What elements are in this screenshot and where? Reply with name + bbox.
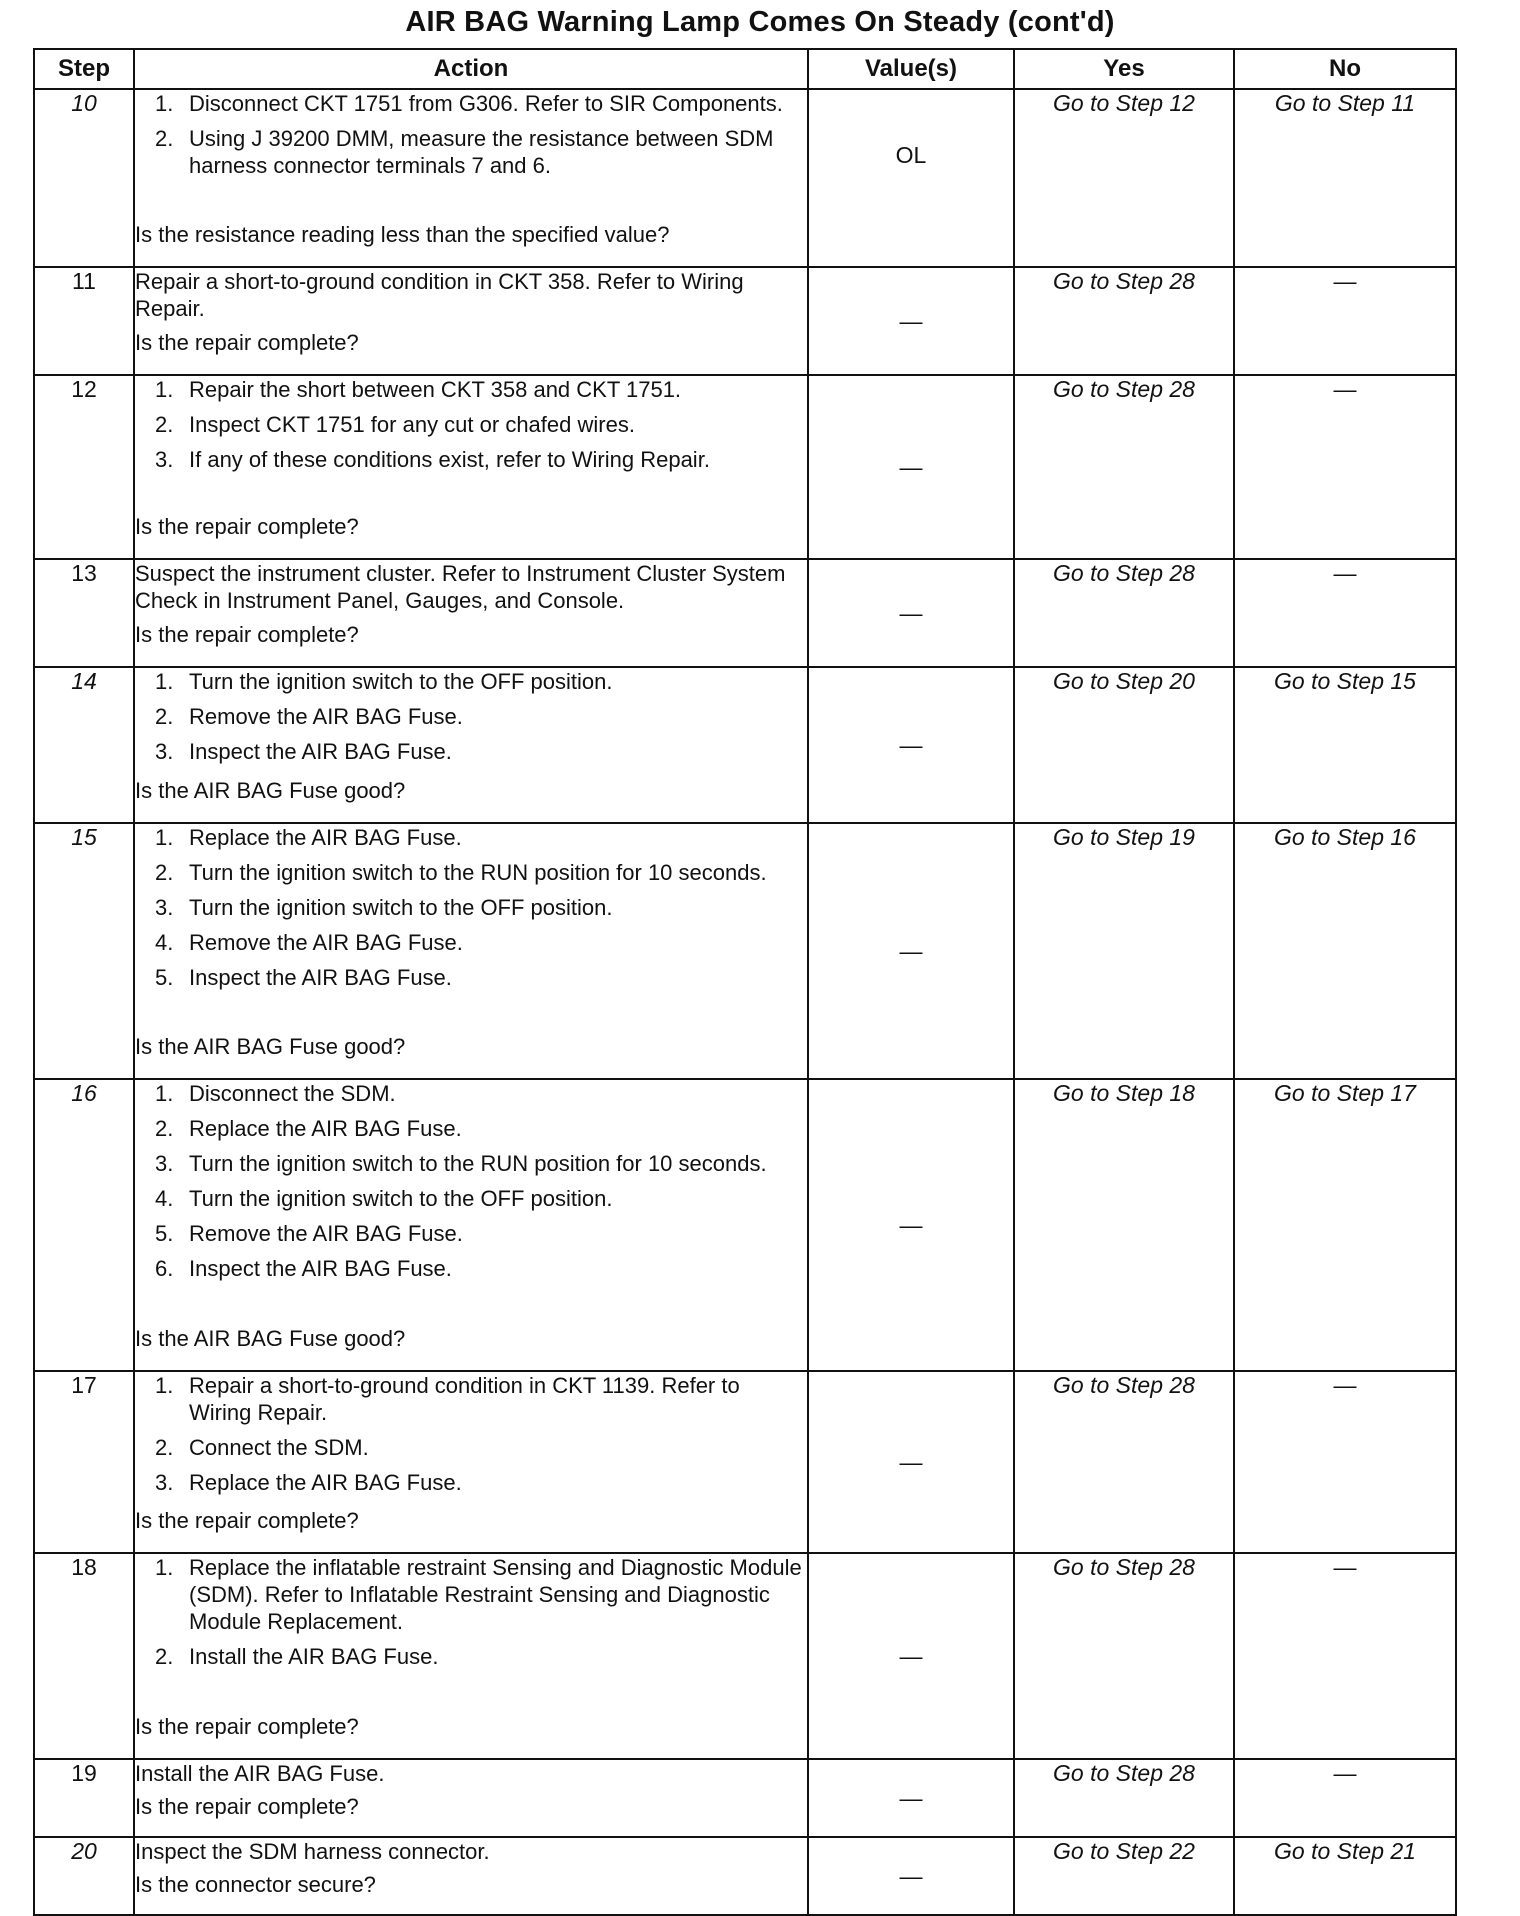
- text-segment: .: [321, 1400, 328, 1425]
- text-segment: Install the AIR BAG Fuse.: [135, 1761, 385, 1786]
- action-cell: [134, 375, 808, 559]
- no-result: Go to Step 17: [1234, 1079, 1456, 1371]
- text-segment: Turn the ignition switch to the OFF position.: [189, 895, 613, 920]
- action-instruction: [135, 268, 807, 322]
- text-segment: Replace the inflatable restraint Sensing and Diagnostic Module (SDM). Refer to: [189, 1555, 802, 1607]
- value-text: —: [899, 453, 923, 480]
- no-result: —: [1234, 559, 1456, 667]
- step-index: 1.: [155, 825, 174, 850]
- step-index: 2.: [155, 860, 174, 885]
- text-segment: Remove the AIR BAG Fuse.: [189, 1221, 463, 1246]
- reference-link-text: Inflatable Restraint Sensing and Diagnostic Module Replacement: [189, 1582, 770, 1634]
- action-cell: [134, 89, 808, 267]
- step-number: 12: [34, 375, 134, 559]
- action-content: [135, 1838, 807, 1896]
- step-index: 4.: [155, 930, 174, 955]
- value-text: —: [899, 1211, 923, 1238]
- action-step-list: [135, 376, 807, 481]
- text-segment: .: [396, 1609, 404, 1634]
- action-content: [135, 824, 807, 1060]
- table-body: [34, 89, 1456, 1915]
- value-cell: [808, 1079, 1014, 1371]
- action-step-list: [135, 668, 807, 773]
- text-segment: Turn the ignition switch to the RUN position for 10 seconds.: [189, 860, 767, 885]
- action-content: [135, 560, 807, 648]
- yes-result: Go to Step 18: [1014, 1079, 1234, 1371]
- step-index: 2.: [155, 1116, 174, 1141]
- yes-result: Go to Step 28: [1014, 1371, 1234, 1553]
- yes-result: Go to Step 28: [1014, 559, 1234, 667]
- action-cell: [134, 667, 808, 823]
- value-text: —: [899, 1784, 923, 1811]
- yes-result: Go to Step 22: [1014, 1837, 1234, 1915]
- step-number: 10: [34, 89, 134, 267]
- value-cell: [808, 89, 1014, 267]
- step-index: 5.: [155, 1221, 174, 1246]
- action-step: [155, 1220, 807, 1247]
- step-number: 13: [34, 559, 134, 667]
- header-no: No: [1234, 49, 1456, 89]
- action-step: [155, 668, 807, 695]
- value-cell: [808, 1371, 1014, 1553]
- header-yes: Yes: [1014, 49, 1234, 89]
- action-step: [155, 1643, 807, 1670]
- step-number: 14: [34, 667, 134, 823]
- step-index: 1.: [155, 377, 174, 402]
- action-step: [155, 446, 807, 473]
- action-step-list: [135, 1372, 807, 1504]
- text-segment: Inspect the AIR BAG Fuse.: [189, 965, 452, 990]
- text-segment: Connect the SDM.: [189, 1435, 369, 1460]
- step-number: 11: [34, 267, 134, 375]
- value-text: OL: [895, 142, 927, 168]
- text-segment: Replace the AIR BAG Fuse.: [189, 825, 462, 850]
- step-number: 20: [34, 1837, 134, 1915]
- text-segment: .: [703, 447, 710, 472]
- action-question: Is the AIR BAG Fuse good?: [135, 1034, 406, 1059]
- step-index: 1.: [155, 91, 174, 116]
- no-result: Go to Step 15: [1234, 667, 1456, 823]
- table-row: [34, 667, 1456, 823]
- table-row: [34, 375, 1456, 559]
- value-text: —: [899, 1642, 923, 1669]
- table-row: [34, 267, 1456, 375]
- value-cell: [808, 375, 1014, 559]
- action-content: [135, 1372, 807, 1534]
- yes-result: Go to Step 12: [1014, 89, 1234, 267]
- action-step: [155, 90, 807, 117]
- step-index: 5.: [155, 965, 174, 990]
- action-step: [155, 703, 807, 730]
- no-result: —: [1234, 375, 1456, 559]
- action-question: Is the repair complete?: [135, 514, 359, 539]
- action-step-list: [135, 824, 807, 999]
- action-step: [155, 1554, 807, 1635]
- yes-result: Go to Step 28: [1014, 1553, 1234, 1759]
- no-result: —: [1234, 1371, 1456, 1553]
- value-text: —: [899, 307, 923, 334]
- text-segment: Repair a short-to-ground condition in CKT 358. Refer to: [135, 269, 682, 294]
- action-step: [155, 1150, 807, 1177]
- value-text: —: [899, 1862, 923, 1889]
- action-question: Is the AIR BAG Fuse good?: [135, 778, 406, 803]
- action-cell: [134, 1837, 808, 1915]
- step-index: 2.: [155, 1644, 174, 1669]
- action-question: Is the resistance reading less than the specified value?: [135, 222, 670, 247]
- action-step: [155, 824, 807, 851]
- action-step: [155, 964, 807, 991]
- step-index: 2.: [155, 126, 174, 151]
- no-result: —: [1234, 1553, 1456, 1759]
- action-content: [135, 668, 807, 804]
- text-segment: Replace the AIR BAG Fuse.: [189, 1116, 462, 1141]
- action-content: [135, 1760, 807, 1818]
- step-index: 3.: [155, 1151, 174, 1176]
- table-row: [34, 1371, 1456, 1553]
- step-index: 1.: [155, 1373, 174, 1398]
- reference-link-text: J 39200: [251, 126, 330, 151]
- text-segment: Repair a short-to-ground condition in CKT 1139. Refer to: [189, 1373, 740, 1398]
- action-question: Is the repair complete?: [135, 622, 359, 647]
- text-segment: Suspect the instrument cluster. Refer to: [135, 561, 527, 586]
- reference-link-text: Wiring Repair: [189, 1400, 322, 1425]
- action-step: [155, 1434, 807, 1461]
- text-segment: Turn the ignition switch to the OFF position.: [189, 1186, 613, 1211]
- step-index: 3.: [155, 447, 174, 472]
- step-index: 2.: [155, 1435, 174, 1460]
- table-row: [34, 1759, 1456, 1837]
- table-header-row: [34, 49, 1456, 89]
- no-result: Go to Step 21: [1234, 1837, 1456, 1915]
- step-index: 3.: [155, 1470, 174, 1495]
- text-segment: If any of these conditions exist, refer to: [189, 447, 572, 472]
- value-cell: [808, 823, 1014, 1079]
- action-content: [135, 1080, 807, 1352]
- value-cell: [808, 559, 1014, 667]
- action-step-list: [135, 90, 807, 187]
- step-number: 16: [34, 1079, 134, 1371]
- action-cell: [134, 559, 808, 667]
- step-number: 15: [34, 823, 134, 1079]
- step-index: 2.: [155, 704, 174, 729]
- action-step-list: [135, 1080, 807, 1290]
- text-segment: Remove the AIR BAG Fuse.: [189, 930, 463, 955]
- value-cell: [808, 1553, 1014, 1759]
- action-step: [155, 1372, 807, 1426]
- text-segment: Inspect the AIR BAG Fuse.: [189, 739, 452, 764]
- action-cell: [134, 1759, 808, 1837]
- action-question: Is the connector secure?: [135, 1872, 376, 1897]
- action-instruction: [135, 560, 807, 614]
- text-segment: Inspect CKT 1751 for any cut or chafed wires.: [189, 412, 635, 437]
- action-cell: [134, 1079, 808, 1371]
- text-segment: Replace the AIR BAG Fuse.: [189, 1470, 462, 1495]
- action-step: [155, 1115, 807, 1142]
- table-row: [34, 559, 1456, 667]
- action-step: [155, 929, 807, 956]
- text-segment: .: [198, 296, 205, 321]
- yes-result: Go to Step 20: [1014, 667, 1234, 823]
- action-question: Is the repair complete?: [135, 330, 359, 355]
- step-index: 6.: [155, 1256, 174, 1281]
- action-step: [155, 1080, 807, 1107]
- action-step: [155, 125, 807, 179]
- action-content: [135, 1554, 807, 1740]
- text-segment: Disconnect the SDM.: [189, 1081, 396, 1106]
- text-segment: Install the AIR BAG Fuse.: [189, 1644, 439, 1669]
- action-question: Is the repair complete?: [135, 1714, 359, 1739]
- page-title: AIR BAG Warning Lamp Comes On Steady (cont'd): [405, 6, 1115, 38]
- action-instruction: [135, 1838, 807, 1865]
- action-step: [155, 376, 807, 403]
- value-text: —: [899, 1448, 923, 1475]
- action-question: Is the AIR BAG Fuse good?: [135, 1326, 406, 1351]
- reference-link-text: Wiring Repair: [135, 269, 744, 321]
- action-step: [155, 1469, 807, 1496]
- header-action: Action: [134, 49, 808, 89]
- step-index: 3.: [155, 895, 174, 920]
- no-result: —: [1234, 267, 1456, 375]
- text-segment: Inspect the AIR BAG Fuse.: [189, 1256, 452, 1281]
- step-number: 17: [34, 1371, 134, 1553]
- value-cell: [808, 667, 1014, 823]
- text-segment: Remove the AIR BAG Fuse.: [189, 704, 463, 729]
- table-row: [34, 1553, 1456, 1759]
- value-text: —: [899, 731, 923, 758]
- action-question: Is the repair complete?: [135, 1794, 359, 1819]
- action-step: [155, 1255, 807, 1282]
- yes-result: Go to Step 28: [1014, 1759, 1234, 1837]
- text-segment: Inspect the SDM harness connector.: [135, 1839, 490, 1864]
- diagnostic-table: [33, 48, 1457, 1916]
- value-cell: [808, 267, 1014, 375]
- reference-link-text: Wiring Repair: [571, 447, 704, 472]
- action-question: Is the repair complete?: [135, 1508, 359, 1533]
- table-row: [34, 1079, 1456, 1371]
- step-index: 4.: [155, 1186, 174, 1211]
- value-cell: [808, 1759, 1014, 1837]
- no-result: Go to Step 16: [1234, 823, 1456, 1079]
- yes-result: Go to Step 28: [1014, 267, 1234, 375]
- table-row: [34, 89, 1456, 267]
- action-step-list: [135, 1554, 807, 1678]
- reference-link-text: SIR Components: [609, 91, 777, 116]
- step-number: 18: [34, 1553, 134, 1759]
- no-result: Go to Step 11: [1234, 89, 1456, 267]
- text-segment: in Instrument Panel, Gauges, and Console.: [197, 588, 625, 613]
- action-content: [135, 268, 807, 356]
- table-row: [34, 823, 1456, 1079]
- text-segment: Turn the ignition switch to the RUN position for 10 seconds.: [189, 1151, 767, 1176]
- value-cell: [808, 1837, 1014, 1915]
- step-index: 1.: [155, 1555, 174, 1580]
- step-index: 3.: [155, 739, 174, 764]
- reference-link-text: Instrument Cluster System Check: [135, 561, 786, 613]
- value-text: —: [899, 937, 923, 964]
- action-step: [155, 1185, 807, 1212]
- step-number: 19: [34, 1759, 134, 1837]
- text-segment: Disconnect CKT 1751 from G306. Refer to: [189, 91, 610, 116]
- no-result: —: [1234, 1759, 1456, 1837]
- table-row: [34, 1837, 1456, 1915]
- action-cell: [134, 823, 808, 1079]
- text-segment: .: [776, 91, 783, 116]
- action-step: [155, 738, 807, 765]
- header-values: Value(s): [808, 49, 1014, 89]
- action-step: [155, 894, 807, 921]
- step-index: 2.: [155, 412, 174, 437]
- header-step: Step: [34, 49, 134, 89]
- action-instruction: [135, 1760, 807, 1787]
- action-content: [135, 376, 807, 540]
- value-text: —: [899, 599, 923, 626]
- text-segment: Turn the ignition switch to the OFF position.: [189, 669, 613, 694]
- action-cell: [134, 1371, 808, 1553]
- yes-result: Go to Step 28: [1014, 375, 1234, 559]
- action-step: [155, 411, 807, 438]
- action-cell: [134, 1553, 808, 1759]
- text-segment: Repair the short between CKT 358 and CKT 1751.: [189, 377, 682, 402]
- text-segment: Using: [189, 126, 252, 151]
- action-content: [135, 90, 807, 248]
- step-index: 1.: [155, 669, 174, 694]
- action-cell: [134, 267, 808, 375]
- step-index: 1.: [155, 1081, 174, 1106]
- action-step: [155, 859, 807, 886]
- text-segment: DMM, measure the resistance between SDM harness connector terminals 7 and 6.: [189, 126, 774, 178]
- yes-result: Go to Step 19: [1014, 823, 1234, 1079]
